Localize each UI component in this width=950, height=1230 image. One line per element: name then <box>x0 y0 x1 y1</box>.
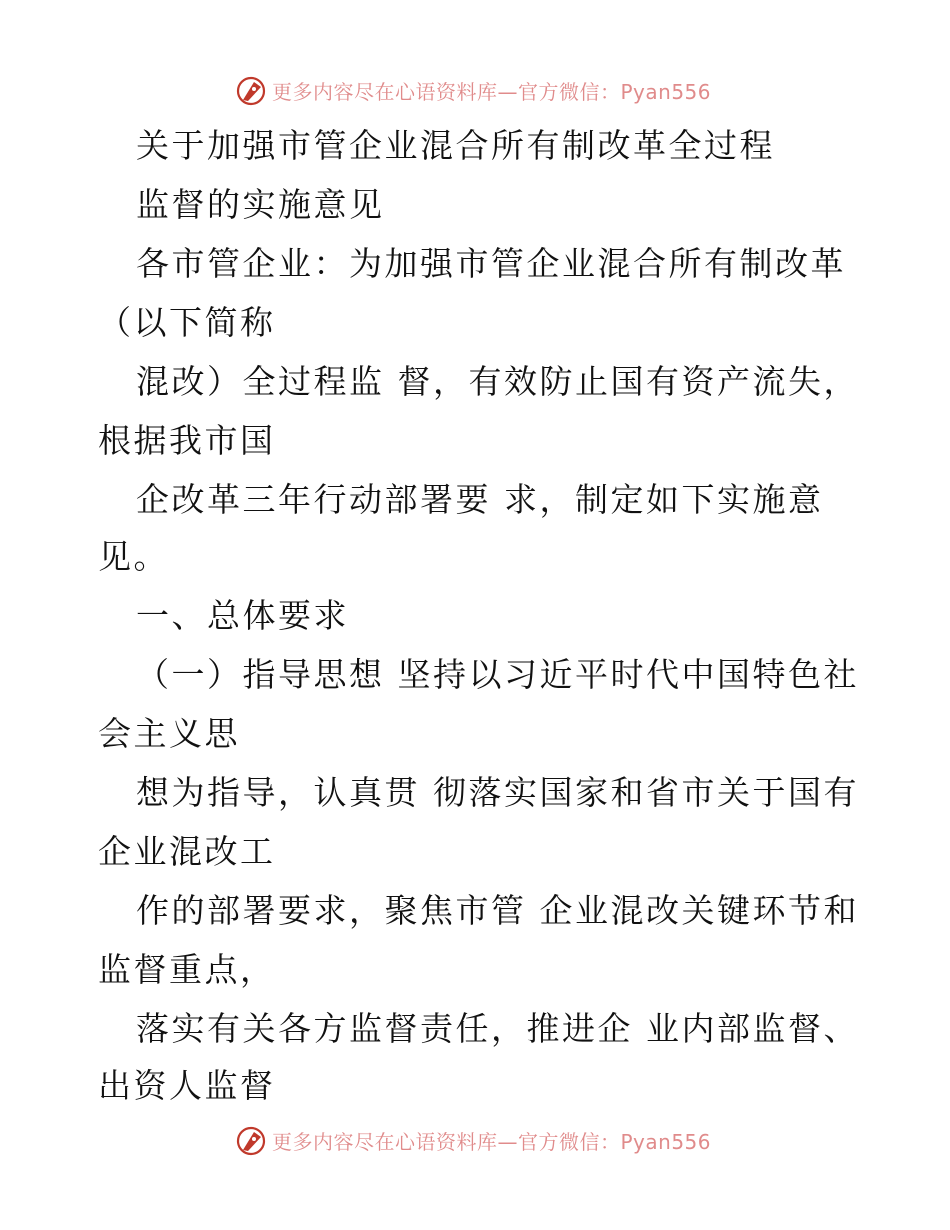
text-line: 根据我市国 <box>98 421 276 460</box>
text-line: 监督重点， <box>98 950 276 989</box>
text-line: 关于加强市管企业混合所有制改革全过程 <box>136 126 775 165</box>
text-line: 落实有关各方监督责任，推进企 业内部监督、 <box>136 1009 859 1048</box>
watermark-banner-top <box>234 70 711 110</box>
text-line: 想为指导，认真贯 彻落实国家和省市关于国有 <box>136 773 859 812</box>
text-line: 见。 <box>98 537 169 576</box>
text-line: 会主义思 <box>98 714 240 753</box>
section-heading: 一、总体要求 <box>136 596 349 635</box>
watermark-banner-bottom <box>234 1120 711 1160</box>
text-line: 混改）全过程监 督，有效防止国有资产流失， <box>136 362 859 401</box>
text-line: （一）指导思想 坚持以习近平时代中国特色社 <box>136 655 859 694</box>
text-line: 监督的实施意见 <box>136 185 385 224</box>
text-line: 企改革三年行动部署要 求，制定如下实施意 <box>136 480 824 519</box>
text-line: 企业混改工 <box>98 832 276 871</box>
text-line: 作的部署要求，聚焦市管 企业混改关键环节和 <box>136 891 859 930</box>
pen-nib-logo-icon <box>234 73 268 107</box>
text-line: 各市管企业：为加强市管企业混合所有制改革 <box>136 244 846 283</box>
watermark-text: 更多内容尽在心语资料库—官方微信：Pyan556 <box>272 1129 712 1154</box>
text-line: 出资人监督 <box>98 1066 276 1105</box>
text-line: （以下简称 <box>98 303 276 342</box>
watermark-text: 更多内容尽在心语资料库—官方微信：Pyan556 <box>272 79 712 104</box>
pen-nib-logo-icon <box>234 1123 268 1157</box>
